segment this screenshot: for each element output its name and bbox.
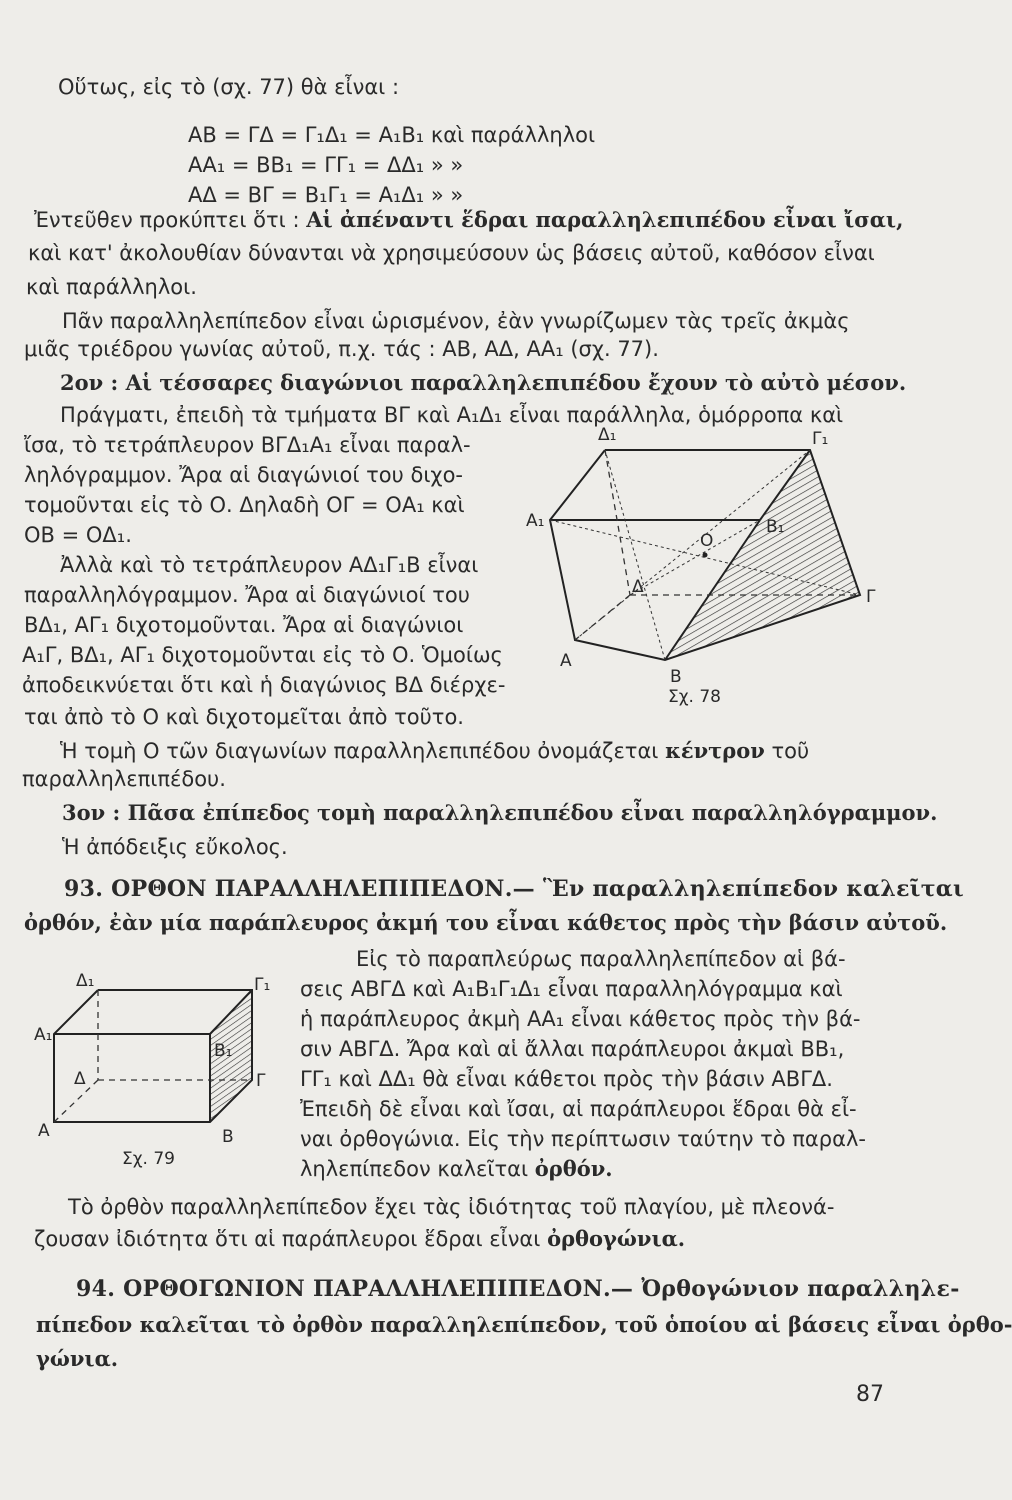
text-line: μιᾶς τριέδρου γωνίας αὐτοῦ, π.χ. τάς : ΑΒ, ΑΔ, ΑΑ₁ (σχ. 77).	[24, 337, 659, 361]
figure-78-drawing	[520, 420, 900, 710]
label-d1: Δ₁	[598, 425, 617, 445]
text-line: Πᾶν παραλληλεπίπεδον εἶναι ὡρισμένον, ἐὰν γνωρίζωμεν τὰς τρεῖς ἀκμὰς	[62, 309, 850, 333]
text-span: Ἐντεῦθεν προκύπτει ὅτι :	[34, 208, 307, 232]
term-rectangles: ὀρθογώνια.	[547, 1226, 686, 1251]
text-span: ληλεπίπεδον καλεῖται	[300, 1157, 535, 1181]
equation-line: ΑΒ = ΓΔ = Γ₁Δ₁ = Α₁Β₁ καὶ παράλληλοι	[188, 123, 596, 147]
label-g1: Γ₁	[254, 975, 271, 995]
definition-line: ὀρθόν, ἐὰν μία παράπλευρος ἀκμή του εἶναι κάθετος πρὸς τὴν βάσιν αὐτοῦ.	[24, 910, 948, 935]
section-heading	[64, 876, 964, 902]
section-title: 94. ΟΡΘΟΓΩΝΙΟΝ ΠΑΡΑΛΛΗΛΕΠΙΠΕΔΟΝ.—	[76, 1276, 642, 1302]
label-a1: Α₁	[526, 511, 545, 531]
label-a: Α	[560, 651, 572, 671]
text-line: ἡ παράπλευρος ἀκμὴ ΑΑ₁ εἶναι κάθετος πρὸς τὴν βά-	[300, 1007, 861, 1031]
figure-caption: Σχ. 78	[668, 687, 722, 707]
label-g: Γ	[256, 1071, 266, 1091]
term-center: κέντρον	[665, 738, 765, 763]
figure-79	[30, 970, 290, 1170]
label-o: Ο	[700, 531, 714, 551]
text-line: ΓΓ₁ καὶ ΔΔ₁ θὰ εἶναι κάθετοι πρὸς τὴν βάσιν ΑΒΓΔ.	[300, 1067, 833, 1091]
text-span: τοῦ	[764, 739, 810, 763]
label-b: Β	[670, 667, 682, 687]
text-line: Ἐπειδὴ δὲ εἶναι καὶ ἴσαι, αἱ παράπλευροι ἕδραι θὰ εἶ-	[300, 1097, 857, 1121]
text-line: ΟΒ = ΟΔ₁.	[24, 523, 132, 547]
text-line: Α₁Γ, ΒΔ₁, ΑΓ₁ διχοτομοῦνται εἰς τὸ Ο. Ὁμοίως	[22, 643, 503, 667]
figure-78	[520, 420, 900, 710]
page-number: 87	[856, 1382, 884, 1407]
text-line: καὶ παράλληλοι.	[26, 275, 197, 299]
text-line: Εἰς τὸ παραπλεύρως παραλληλεπίπεδον αἱ βά-	[356, 947, 846, 971]
text-line: παραλληλεπιπέδου.	[22, 767, 226, 791]
text-line: παραλληλόγραμμον. Ἄρα αἱ διαγώνιοί του	[24, 583, 470, 607]
label-g: Γ	[866, 587, 876, 607]
definition-text: Ὀρθογώνιον παραλληλε-	[641, 1276, 960, 1302]
text-line: σεις ΑΒΓΔ καὶ Α₁Β₁Γ₁Δ₁ εἶναι παραλληλόγραμμα καὶ	[300, 977, 843, 1001]
label-b: Β	[222, 1127, 234, 1147]
definition-line: πίπεδον καλεῖται τὸ ὀρθὸν παραλληλεπίπεδον, τοῦ ὁποίου αἱ βάσεις εἶναι ὀρθο-	[36, 1312, 1012, 1337]
section-title: 93. ΟΡΘΟΝ ΠΑΡΑΛΛΗΛΕΠΙΠΕΔΟΝ.—	[64, 876, 543, 902]
section-heading	[76, 1276, 960, 1302]
definition-line: γώνια.	[36, 1346, 119, 1371]
label-d: Δ	[74, 1069, 86, 1089]
theorem-statement: Αἱ ἀπέναντι ἕδραι παραλληλεπιπέδου εἶναι ἴσαι,	[306, 207, 904, 232]
text-line: ληλόγραμμον. Ἄρα αἱ διαγώνιοί του διχο-	[24, 463, 463, 487]
label-d: Δ	[632, 577, 644, 597]
text-line: καὶ κατ' ἀκολουθίαν δύνανται νὰ χρησιμεύσουν ὡς βάσεις αὐτοῦ, καθόσον εἶναι	[28, 241, 875, 265]
text-line	[34, 1226, 685, 1252]
text-line	[300, 1156, 613, 1182]
text-line: Ἀλλὰ καὶ τὸ τετράπλευρον ΑΔ₁Γ₁Β εἶναι	[60, 553, 479, 577]
text-line: ἀποδεικνύεται ὅτι καὶ ἡ διαγώνιος ΒΔ διέρχε-	[22, 673, 506, 697]
text-line: σιν ΑΒΓΔ. Ἄρα καὶ αἱ ἄλλαι παράπλευροι ἀκμαὶ ΒΒ₁,	[300, 1037, 845, 1061]
text-line: Τὸ ὀρθὸν παραλληλεπίπεδον ἔχει τὰς ἰδιότητας τοῦ πλαγίου, μὲ πλεονά-	[68, 1195, 835, 1219]
center-point	[703, 553, 708, 558]
equation-line: ΑΔ = ΒΓ = Β₁Γ₁ = Α₁Δ₁ » »	[188, 183, 464, 207]
text-line: ται ἀπὸ τὸ Ο καὶ διχοτομεῖται ἀπὸ τοῦτο.	[24, 705, 464, 729]
text-line	[34, 207, 903, 233]
label-b1: Β₁	[214, 1041, 233, 1061]
text-span: Ἡ τομὴ Ο τῶν διαγωνίων παραλληλεπιπέδου ὀνομάζεται	[60, 739, 666, 763]
equation-line: ΑΑ₁ = ΒΒ₁ = ΓΓ₁ = ΔΔ₁ » »	[188, 153, 464, 177]
text-line: Πράγματι, ἐπειδὴ τὰ τμήματα ΒΓ καὶ Α₁Δ₁ εἶναι παράλληλα, ὁμόρροπα καὶ	[60, 403, 844, 427]
text-line: Οὕτως, εἰς τὸ (σχ. 77) θὰ εἶναι :	[58, 75, 400, 99]
label-a1: Α₁	[34, 1025, 53, 1045]
text-line: τομοῦνται εἰς τὸ Ο. Δηλαδὴ ΟΓ = ΟΑ₁ καὶ	[24, 493, 465, 517]
figure-79-drawing	[30, 970, 290, 1170]
definition-text: Ἓν παραλληλεπίπεδον καλεῖται	[542, 876, 964, 902]
term-right: ὀρθόν.	[534, 1156, 613, 1181]
text-line	[60, 738, 809, 764]
label-g1: Γ₁	[812, 429, 829, 449]
text-line: Ἡ ἀπόδειξις εὔκολος.	[62, 835, 288, 859]
label-b1: Β₁	[766, 517, 785, 537]
text-line: ἴσα, τὸ τετράπλευρον ΒΓΔ₁Α₁ εἶναι παραλ-	[24, 433, 471, 457]
figure-caption: Σχ. 79	[122, 1149, 176, 1169]
theorem-heading: 2ον : Αἱ τέσσαρες διαγώνιοι παραλληλεπιπέδου ἔχουν τὸ αὐτὸ μέσον.	[60, 370, 907, 395]
text-span: ζουσαν ἰδιότητα ὅτι αἱ παράπλευροι ἕδραι εἶναι	[34, 1227, 548, 1251]
text-line: ΒΔ₁, ΑΓ₁ διχοτομοῦνται. Ἄρα αἱ διαγώνιοι	[24, 613, 464, 637]
label-a: Α	[38, 1121, 50, 1141]
theorem-heading: 3ον : Πᾶσα ἐπίπεδος τομὴ παραλληλεπιπέδου εἶναι παραλληλόγραμμον.	[62, 800, 938, 825]
text-line: ναι ὀρθογώνια. Εἰς τὴν περίπτωσιν ταύτην τὸ παραλ-	[300, 1127, 866, 1151]
label-d1: Δ₁	[76, 971, 95, 991]
